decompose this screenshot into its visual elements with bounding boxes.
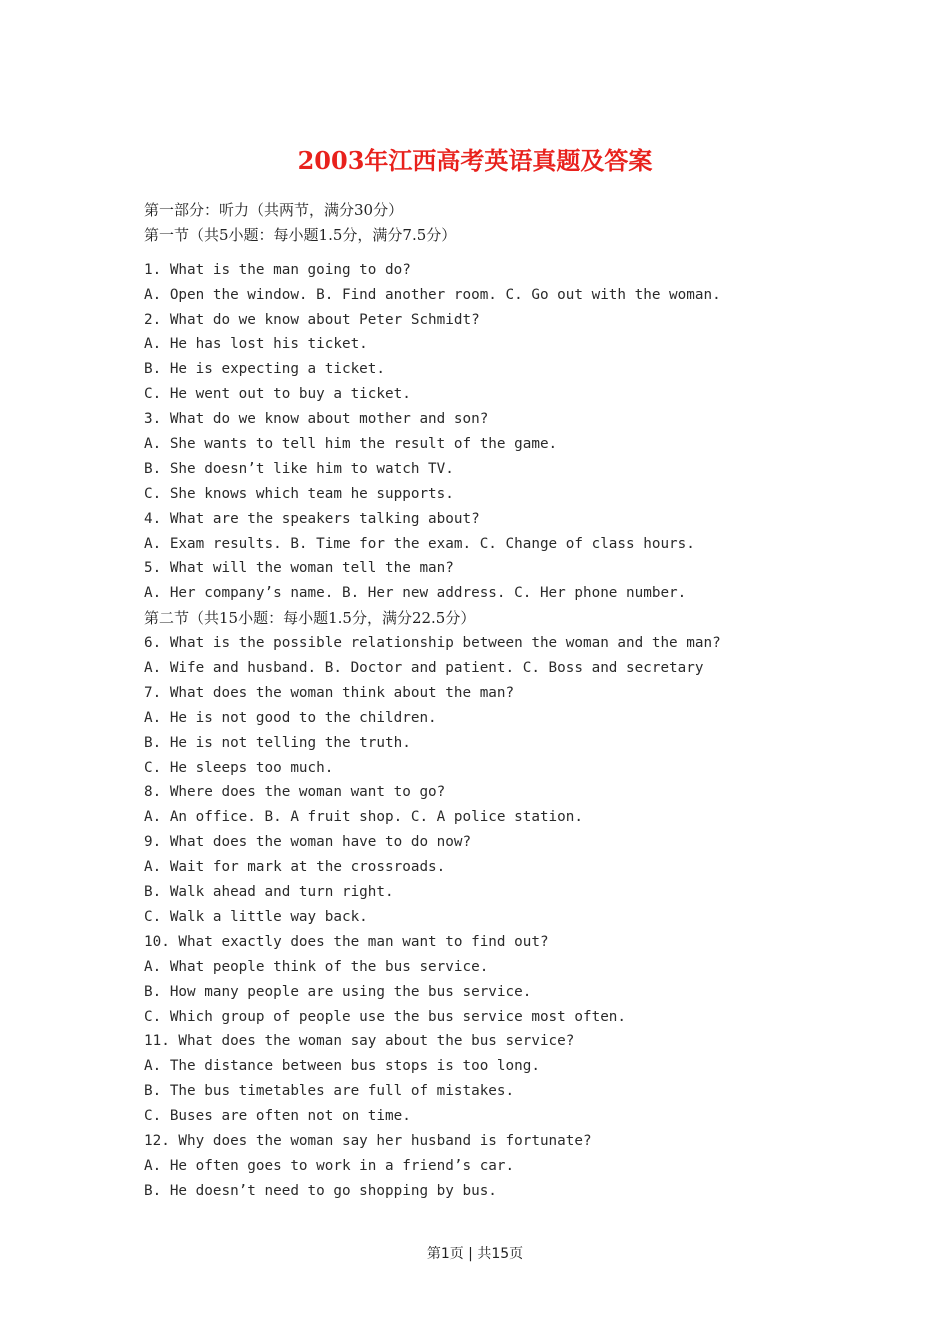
text-line: C. He went out to buy a ticket. — [144, 386, 411, 403]
text-line: A. He is not good to the children. — [144, 709, 437, 726]
text-line: B. Walk ahead and turn right. — [144, 884, 394, 901]
text-line: A. He often goes to work in a friend’s car. — [144, 1157, 515, 1174]
text-line: A. Open the window. B. Find another room. C. Go out with the woman. — [144, 286, 721, 303]
text-line: 8. Where does the woman want to go? — [144, 784, 446, 801]
text-line: B. He doesn’t need to go shopping by bus. — [144, 1182, 497, 1199]
text-line: A. An office. B. A fruit shop. C. A police station. — [144, 809, 583, 826]
text-line: 3. What do we know about mother and son? — [144, 411, 489, 428]
text-line: A. What people think of the bus service. — [144, 958, 489, 975]
page-footer: 第1页 | 共15页 — [426, 1246, 524, 1262]
text-line: C. He sleeps too much. — [144, 759, 334, 776]
text-line: C. She knows which team he supports. — [144, 485, 454, 502]
text-line: A. Her company’s name. B. Her new address. C. Her phone number. — [144, 585, 687, 602]
text-line: A. Wait for mark at the crossroads. — [144, 859, 446, 876]
section-heading: 第一节（共5小题：每小题1.5分，满分7.5分） — [144, 225, 457, 244]
text-line: 7. What does the woman think about the man? — [144, 684, 515, 701]
text-line: A. Wife and husband. B. Doctor and patient. C. Boss and secretary — [144, 660, 704, 677]
text-line: B. He is not telling the truth. — [144, 734, 411, 751]
text-line: B. She doesn’t like him to watch TV. — [144, 460, 454, 477]
text-line: A. She wants to tell him the result of the game. — [144, 436, 558, 453]
text-line: 2. What do we know about Peter Schmidt? — [144, 311, 480, 328]
text-line: 5. What will the woman tell the man? — [144, 560, 454, 577]
text-line: 6. What is the possible relationship between the woman and the man? — [144, 635, 721, 652]
question-list-section-2 — [144, 631, 824, 1203]
text-line: 11. What does the woman say about the bus service? — [144, 1033, 575, 1050]
section-heading: 第二节（共15小题：每小题1.5分，满分22.5分） — [144, 609, 476, 628]
question-list-section-1 — [144, 258, 824, 606]
document-title: 2003年江西高考英语真题及答案 — [297, 146, 653, 175]
text-line: A. Exam results. B. Time for the exam. C. Change of class hours. — [144, 535, 695, 552]
text-line: 1. What is the man going to do? — [144, 261, 411, 278]
text-line: 4. What are the speakers talking about? — [144, 510, 480, 527]
part-heading: 第一部分：听力（共两节，满分30分） — [144, 201, 404, 219]
document-body — [144, 198, 824, 1204]
text-line: C. Which group of people use the bus service most often. — [144, 1008, 627, 1025]
text-line: 10. What exactly does the man want to find out? — [144, 933, 549, 950]
text-line: B. How many people are using the bus service. — [144, 983, 532, 1000]
text-line: C. Walk a little way back. — [144, 908, 368, 925]
text-line: B. He is expecting a ticket. — [144, 361, 386, 378]
text-line: 12. Why does the woman say her husband is fortunate? — [144, 1132, 592, 1149]
spacer — [144, 248, 824, 258]
text-line: A. He has lost his ticket. — [144, 336, 368, 353]
text-line: C. Buses are often not on time. — [144, 1108, 411, 1125]
text-line: A. The distance between bus stops is too long. — [144, 1058, 540, 1075]
text-line: B. The bus timetables are full of mistakes. — [144, 1083, 515, 1100]
text-line: 9. What does the woman have to do now? — [144, 834, 472, 851]
